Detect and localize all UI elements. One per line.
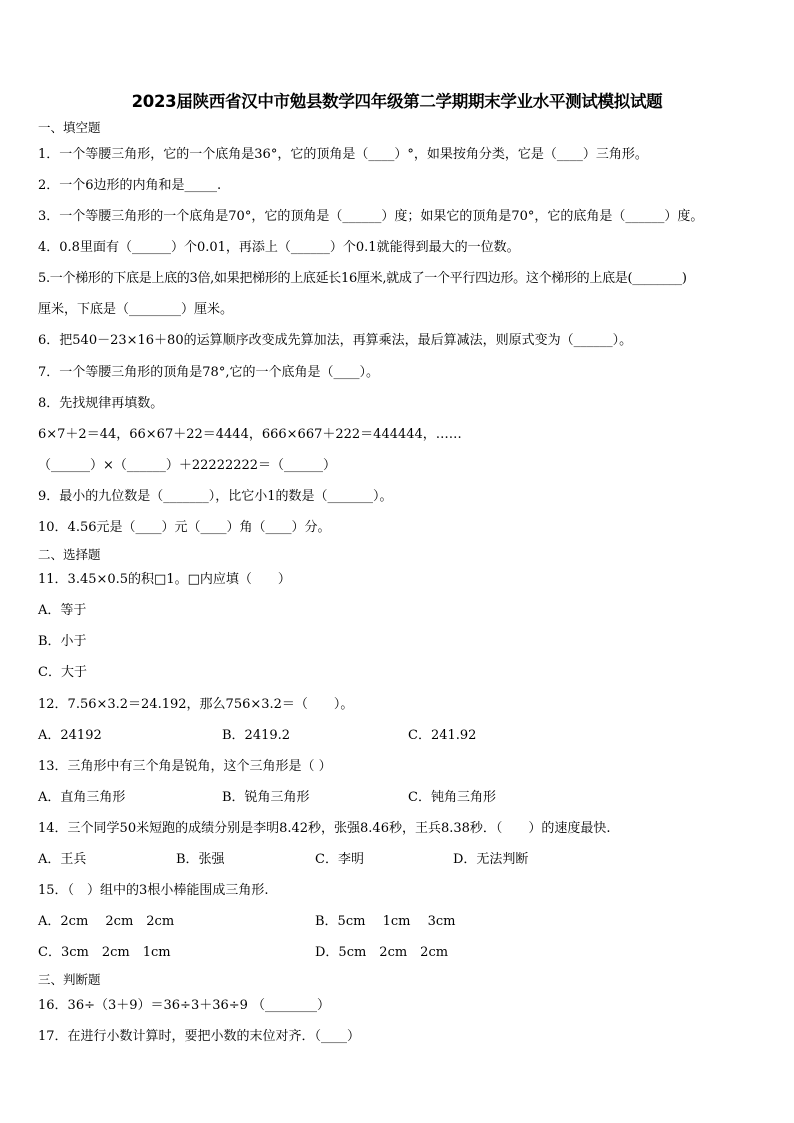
question-11-option-c: C．大于 [38,665,87,680]
question-12-option-a: A．24192 [38,728,102,743]
question-1: 1．一个等腰三角形，它的一个底角是36°，它的顶角是（____）°，如果按角分类，它是（____）三角形。 [38,147,648,162]
question-14: 14．三个同学50米短跑的成绩分别是李明8.42秒，张强8.46秒，王兵8.38秒．（ ）的速度最快. [38,821,611,836]
question-11-option-a: A．等于 [38,603,87,618]
section-heading-judgement: 三、判断题 [38,972,101,987]
question-13-option-c: C．钝角三角形 [408,790,496,805]
section-heading-fill-in: 一、填空题 [38,120,101,135]
question-14-option-d: D．无法判断 [453,852,529,867]
question-17: 17．在进行小数计算时，要把小数的末位对齐．（____） [38,1029,361,1044]
question-13: 13．三角形中有三个角是锐角，这个三角形是（ ） [38,759,332,774]
question-15-option-a: A．2cm 2cm 2cm [38,914,175,929]
question-8: 8．先找规律再填数。 [38,396,164,411]
question-12-option-c: C．241.92 [408,728,477,743]
question-5-line-1: 5.一个梯形的下底是上底的3倍,如果把梯形的上底延长16厘米,就成了一个平行四边形。这个梯形的上底是(________) [38,271,687,286]
page-title: 2023届陕西省汉中市勉县数学四年级第二学期期末学业水平测试模拟试题 [131,92,663,111]
question-9: 9．最小的九位数是（_______），比它小1的数是（_______）。 [38,489,393,504]
question-11-option-b: B．小于 [38,634,87,649]
question-13-option-b: B．锐角三角形 [222,790,310,805]
question-15-option-d: D．5cm 2cm 2cm [315,945,449,960]
question-4: 4．0.8里面有（______）个0.01，再添上（______）个0.1就能得到最大的一位数。 [38,240,520,255]
question-14-option-a: A．王兵 [38,852,87,867]
question-13-option-a: A．直角三角形 [38,790,126,805]
question-15-option-c: C．3cm 2cm 1cm [38,945,171,960]
question-15-option-b: B．5cm 1cm 3cm [315,914,456,929]
question-10: 10．4.56元是（____）元（____）角（____）分。 [38,520,331,535]
question-14-option-c: C．李明 [315,852,364,867]
question-12: 12．7.56×3.2＝24.192，那么756×3.2＝（ ）。 [38,697,354,712]
question-11: 11．3.45×0.5的积□1。□内应填（ ） [38,572,291,587]
question-5-line-2: 厘米，下底是（________）厘米。 [38,302,234,317]
question-3: 3．一个等腰三角形的一个底角是70°，它的顶角是（______）度；如果它的顶角是70°，它的底角是（______）度。 [38,209,704,224]
question-8-blank: （______）×（______）＋22222222＝（______） [38,458,337,473]
section-heading-choice: 二、选择题 [38,547,101,562]
question-6: 6．把540－23×16＋80的运算顺序改变成先算加法，再算乘法，最后算减法，则原式变为（______）。 [38,333,633,348]
question-14-option-b: B．张强 [176,852,225,867]
question-8-pattern: 6×7＋2＝44，66×67＋22＝4444，666×667＋222＝444444，…… [38,427,462,442]
question-2: 2．一个6边形的内角和是_____. [38,178,222,193]
question-16: 16．36÷（3＋9）＝36÷3＋36÷9 （________） [38,998,331,1013]
question-7: 7．一个等腰三角形的顶角是78°,它的一个底角是（____）。 [38,365,379,380]
question-12-option-b: B．2419.2 [222,728,291,743]
question-15: 15．（ ）组中的3根小棒能围成三角形. [38,883,269,898]
